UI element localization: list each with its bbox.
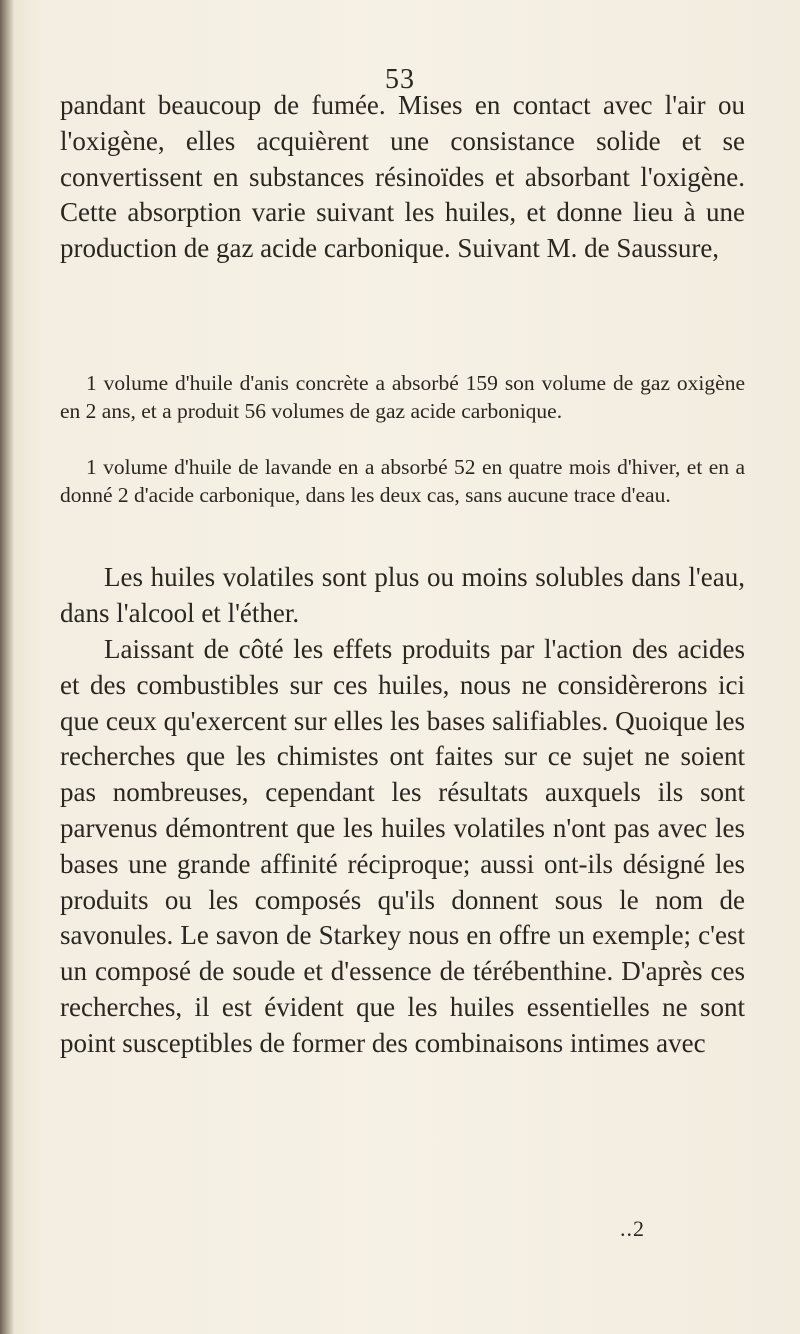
page-number: 53 [385, 64, 415, 95]
page-spine-shadow [0, 0, 14, 1334]
paragraph-2: Les huiles volatiles sont plus ou moins solubles dans l'eau, dans l'alcool et l'éther. [60, 562, 745, 628]
paragraph-1: pandant beaucoup de fumée. Mises en contact avec l'air ou l'oxigène, elles acquièrent une consistance solide et se convertissent en substances résinoïdes et absorbant l'oxigène. Cette absorption varie suivant les huiles, et donne lieu à une production de gaz acide carbonique. Suivant M. de Saussure, [60, 90, 745, 264]
paragraph-3: Laissant de côté les effets produits par l'action des acides et des combustibles sur ces huiles, nous ne considèrerons ici que ceux qu'exercent sur elles les bases salifiables. Quoique les recherches que les chimistes ont faites sur ce sujet ne soient pas nombreuses, cependant les résultats auxquels ils sont parvenus démontrent que les huiles volatiles n'ont pas avec les bases une grande affinité réciproque; aussi ont-ils désigné les produits ou les composés qu'ils donnent sous le nom de savonules. Le savon de Starkey nous en offre un exemple; c'est un composé de soude et d'essence de térébenthine. D'après ces recherches, il est évident que les huiles essentielles ne sont point susceptibles de former des combinaisons intimes avec [60, 634, 745, 1058]
footnote-lavande: 1 volume d'huile de lavande en a absorbé 52 en quatre mois d'hiver, et en a donné 2 d'acide carbonique, dans les deux cas, sans aucune trace d'eau. [60, 455, 745, 507]
signature-mark: ..2 [620, 1216, 645, 1241]
footnote-anis: 1 volume d'huile d'anis concrète a absorbé 159 son volume de gaz oxigène en 2 ans, et a produit 56 volumes de gaz acide carbonique. [60, 371, 745, 423]
